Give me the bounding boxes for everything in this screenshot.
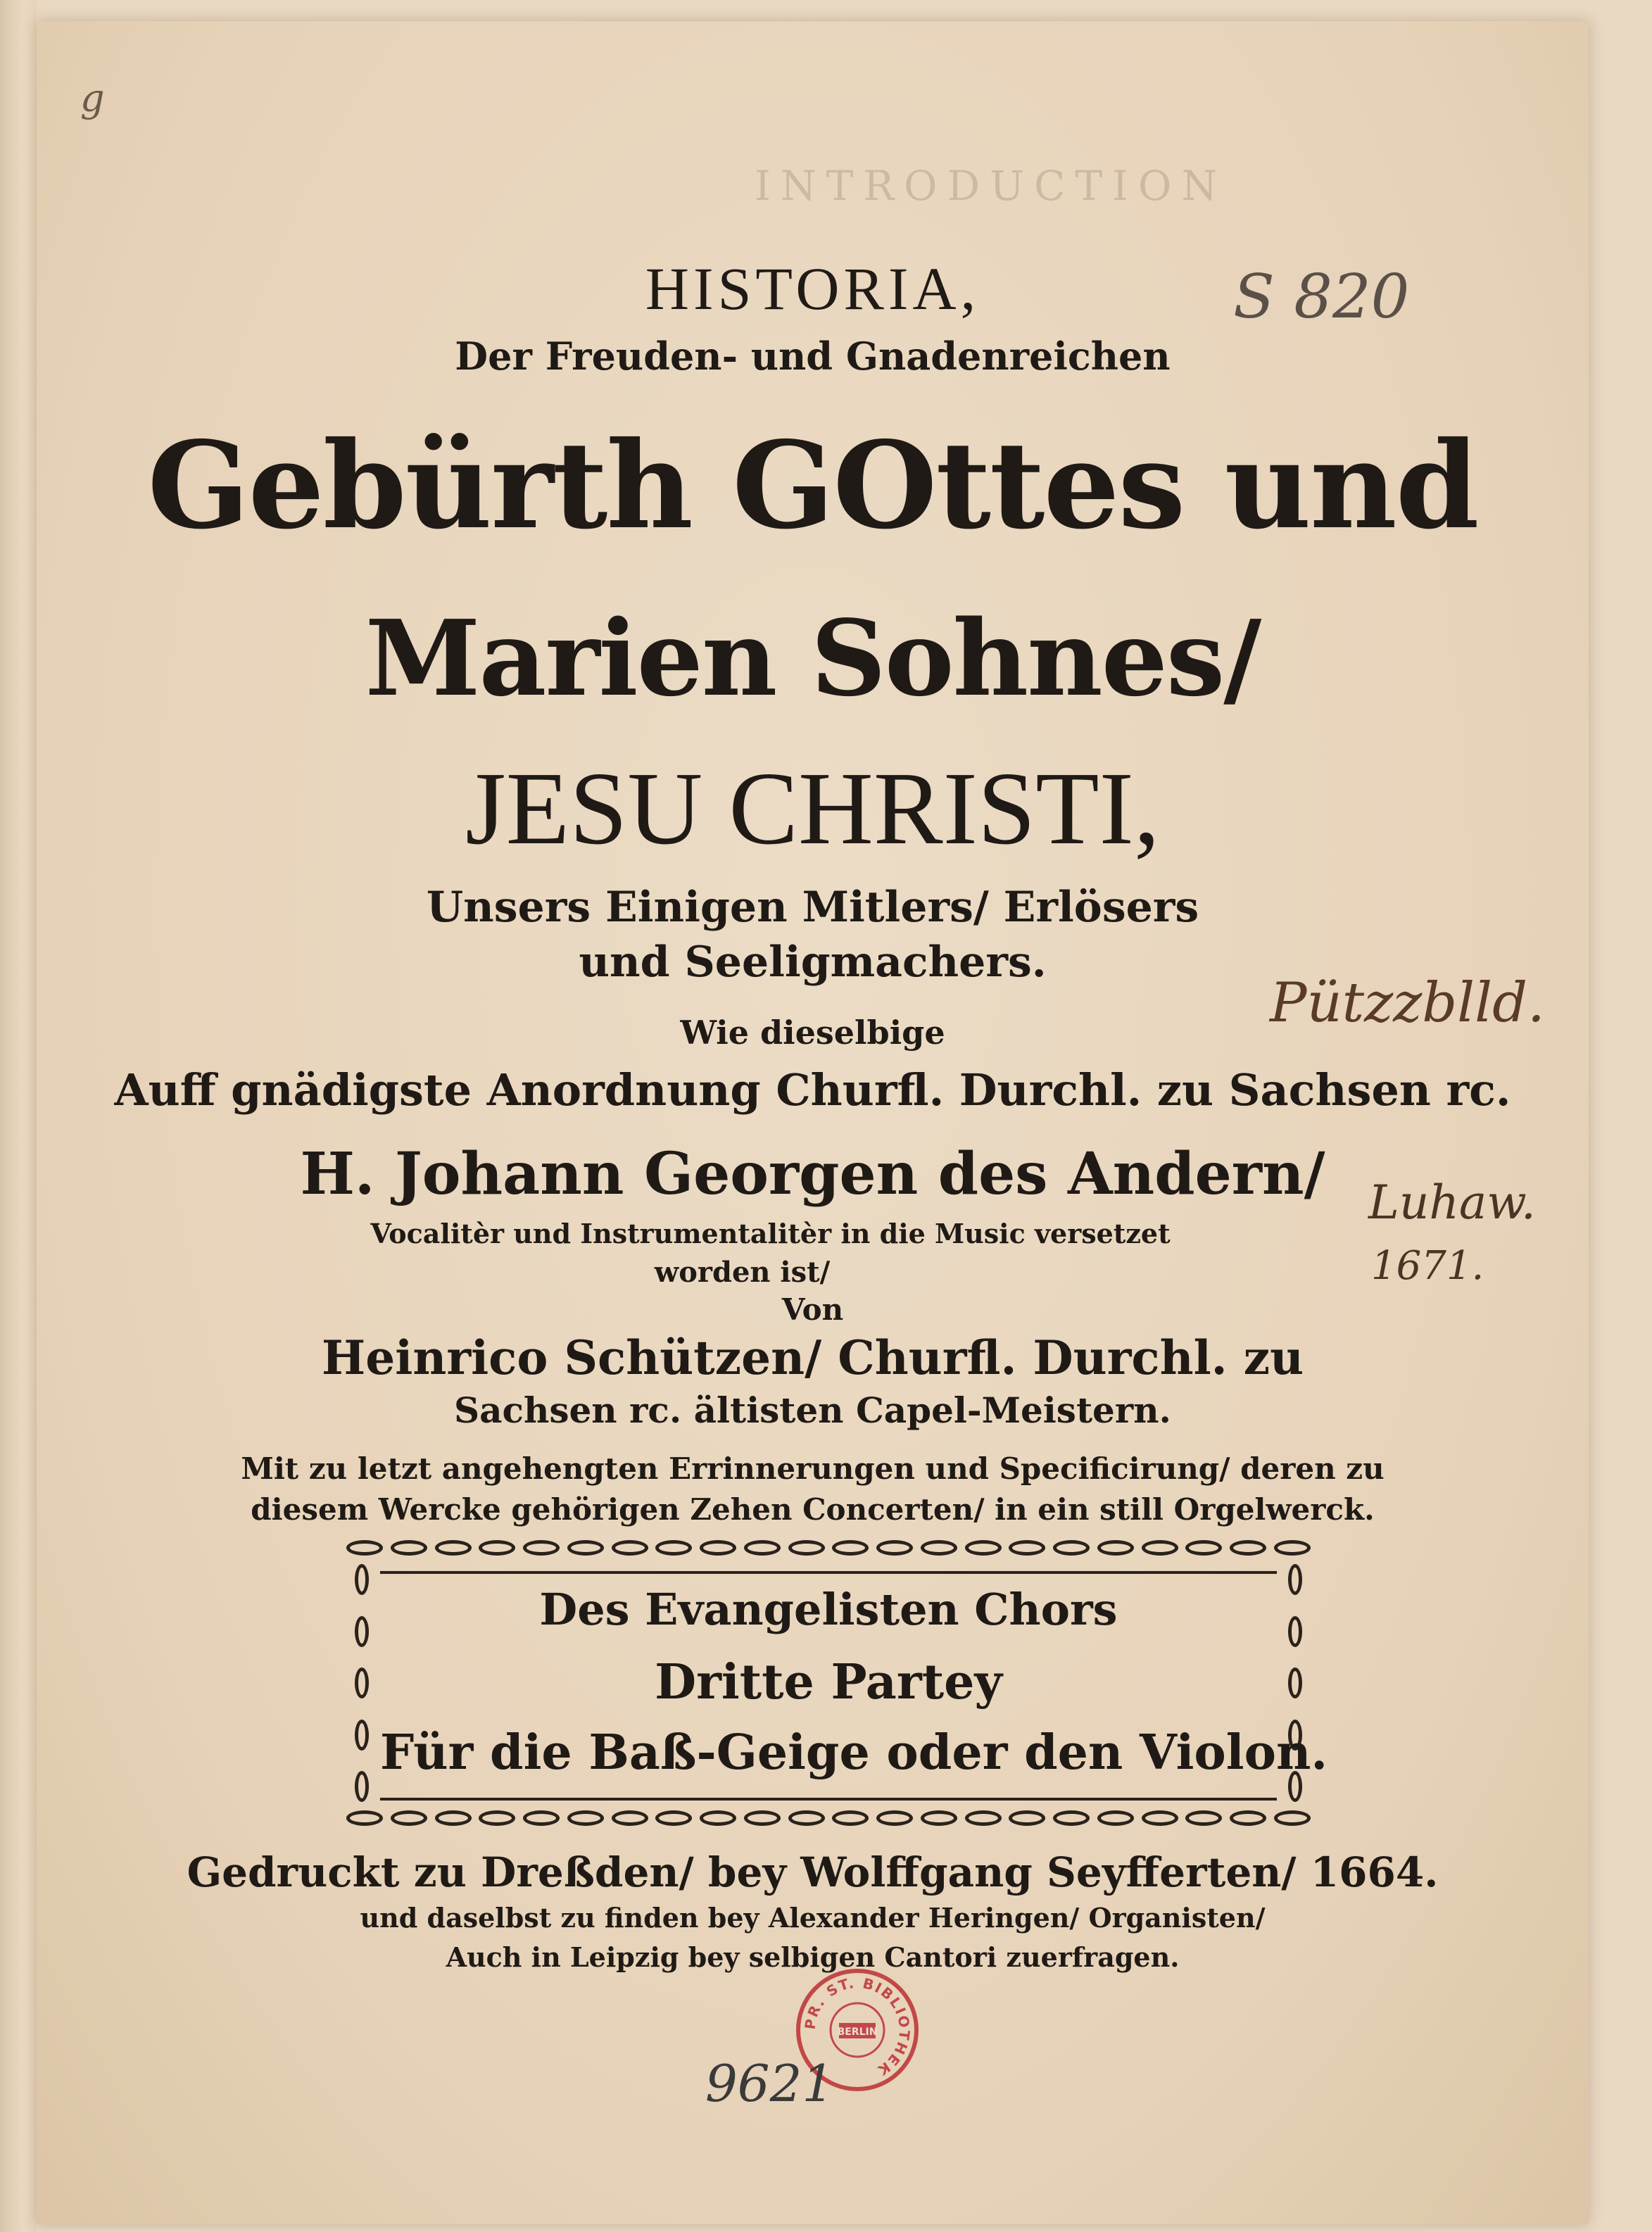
handwritten-name-note: Pützzblld. — [1270, 971, 1545, 1035]
title-line-freuden: Der Freuden- und Gnadenreichen — [455, 334, 1171, 379]
imprint-line-dresden: Gedruckt zu Dreßden/ bey Wolffgang Seyfferten/ 1664. — [187, 1848, 1439, 1896]
title-line-unsers: Unsers Einigen Mitlers/ Erlösers — [426, 883, 1199, 932]
imprint-line-heringen: und daselbst zu finden bey Alexander Heringen/ Organisten/ — [360, 1902, 1266, 1934]
title-line-wie-dieselbige: Wie dieselbige — [680, 1014, 945, 1052]
title-line-geburth: Gebürth GOttes und — [147, 415, 1478, 556]
handwritten-year-note: 1671. — [1371, 1243, 1484, 1289]
title-line-johann-georgen: H. Johann Georgen des Andern/ — [300, 1140, 1325, 1208]
title-line-von: Von — [781, 1292, 844, 1327]
title-historia: HISTORIA, — [645, 255, 981, 322]
title-line-seeligmachers: und Seeligmachers. — [579, 938, 1047, 987]
shelfmark-annotation: S 820 — [1233, 262, 1410, 332]
frame-inner — [380, 1571, 1328, 1801]
show-through-text: INTRODUCTION — [755, 162, 1228, 210]
title-line-jesu-christi: JESU CHRISTI, — [465, 751, 1160, 866]
title-line-vocaliter: Vocalitèr und Instrumentalitèr in die Music versetzet — [370, 1218, 1171, 1249]
frame-line-bass-geige: Für die Baß-Geige oder den Violon. — [380, 1725, 1328, 1781]
title-line-sachsen: Sachsen rc. ältisten Capel-Meistern. — [454, 1389, 1171, 1431]
title-line-heinrico: Heinrico Schützen/ Churfl. Durchl. zu — [321, 1330, 1304, 1385]
imprint-line-leipzig: Auch in Leipzig bey selbigen Cantori zuerfragen. — [446, 1941, 1180, 1973]
title-line-auff: Auff gnädigste Anordnung Churfl. Durchl. zu Sachsen rc. — [114, 1064, 1511, 1116]
ornamental-frame — [346, 1536, 1328, 1830]
title-line-diesem: diesem Wercke gehörigen Zehen Concerten/ in ein still Orgelwerck. — [251, 1492, 1375, 1527]
frame-border-left — [348, 1564, 376, 1802]
title-line-worden-ist: worden ist/ — [654, 1256, 831, 1289]
title-line-marien: Marien Sohnes/ — [365, 597, 1261, 719]
frame-line-dritte-partey: Dritte Partey — [655, 1654, 1002, 1710]
book-binding-edge — [0, 0, 37, 2232]
frame-line-evangelisten: Des Evangelisten Chors — [539, 1584, 1118, 1635]
handwritten-city-note: Luhaw. — [1368, 1175, 1536, 1230]
stamp-center-text: BERLIN — [837, 2026, 878, 2038]
title-line-mit: Mit zu letzt angehengten Errinnerungen und Specificirung/ deren zu — [241, 1451, 1385, 1486]
stamp-text: PR. ST. BIBLIOTHEK — [801, 1974, 914, 2080]
frame-border-bottom — [346, 1806, 1311, 1830]
corner-pencil-mark: g — [80, 76, 105, 120]
bottom-inventory-number: 9621 — [705, 2054, 835, 2113]
frame-border-top — [346, 1536, 1311, 1560]
title-page — [37, 21, 1589, 2224]
